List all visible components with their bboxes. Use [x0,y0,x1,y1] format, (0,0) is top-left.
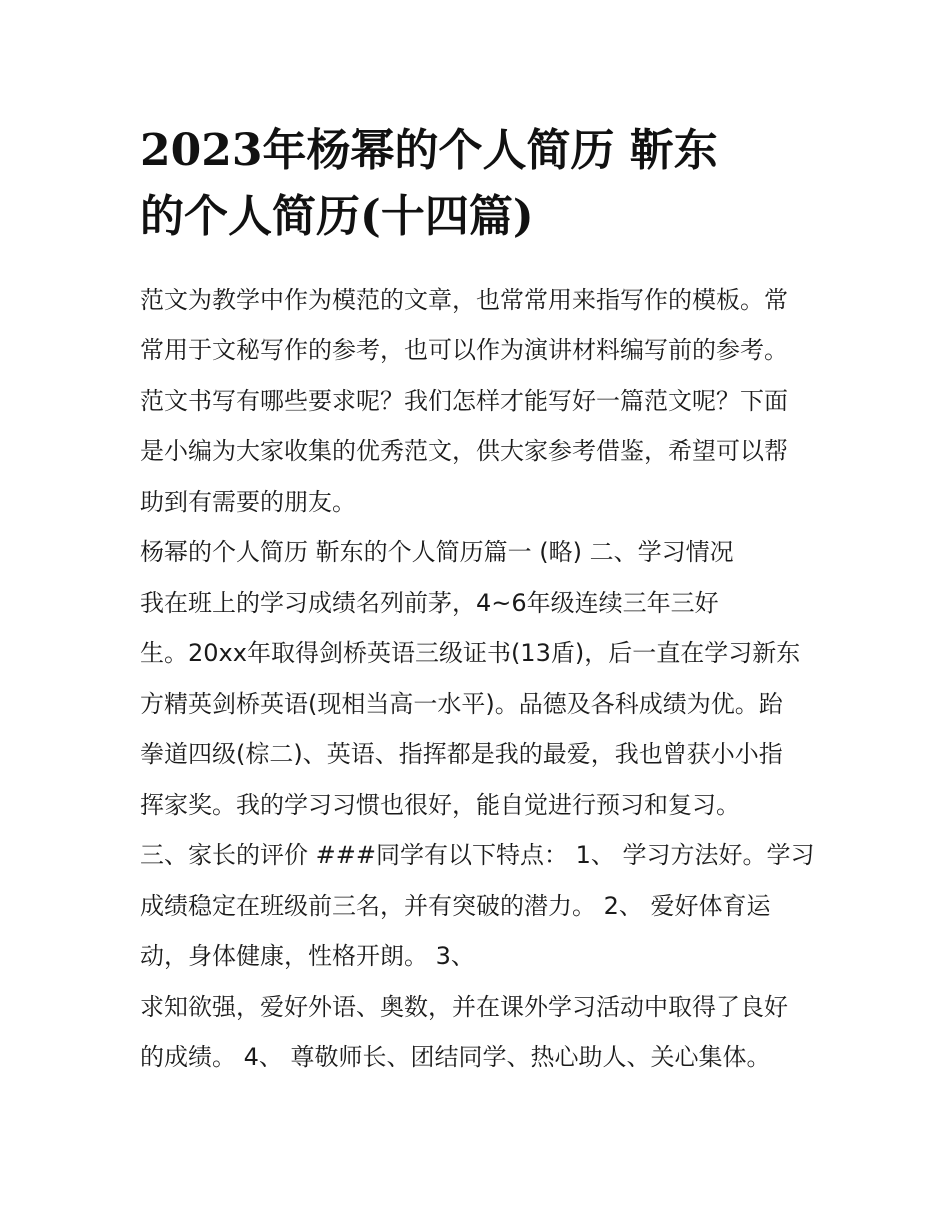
title-line-1: 2023年杨幂的个人简历 靳东 [140,125,718,176]
body-line-14: 动，身体健康，性格开朗。 3、 [140,942,475,970]
body-line-6: 杨幂的个人简历 靳东的个人简历篇一 (略) 二、学习情况 [140,538,734,566]
body-line-8: 生。20xx年取得剑桥英语三级证书(13盾)，后一直在学习新东 [140,639,801,667]
body-line-1: 范文为教学中作为模范的文章，也常常用来指写作的模板。常 [140,286,788,314]
body-line-9: 方精英剑桥英语(现相当高一水平)。品德及各科成绩为优。跆 [140,690,783,718]
body-line-5: 助到有需要的朋友。 [140,488,356,516]
document-title [140,118,820,250]
body-line-2: 常用于文秘写作的参考，也可以作为演讲材料编写前的参考。 [140,336,788,364]
body-line-10: 拳道四级(棕二)、英语、指挥都是我的最爱，我也曾获小小指 [140,740,783,768]
body-line-12: 三、家长的评价 ###同学有以下特点： 1、 学习方法好。学习 [140,841,815,869]
body-line-16: 的成绩。 4、 尊敬师长、团结同学、热心助人、关心集体。 [140,1043,771,1071]
body-line-3: 范文书写有哪些要求呢？我们怎样才能写好一篇范文呢？下面 [140,387,788,415]
title-line-2: 的个人简历(十四篇) [140,191,534,242]
body-line-4: 是小编为大家收集的优秀范文，供大家参考借鉴，希望可以帮 [140,437,788,465]
body-line-7: 我在班上的学习成绩名列前茅，4~6年级连续三年三好 [140,589,719,617]
body-line-15: 求知欲强，爱好外语、奥数，并在课外学习活动中取得了良好 [140,993,788,1021]
body-line-13: 成绩稳定在班级前三名，并有突破的潜力。 2、 爱好体育运 [140,892,771,920]
body-line-11: 挥家奖。我的学习习惯也很好，能自觉进行预习和复习。 [140,791,740,819]
